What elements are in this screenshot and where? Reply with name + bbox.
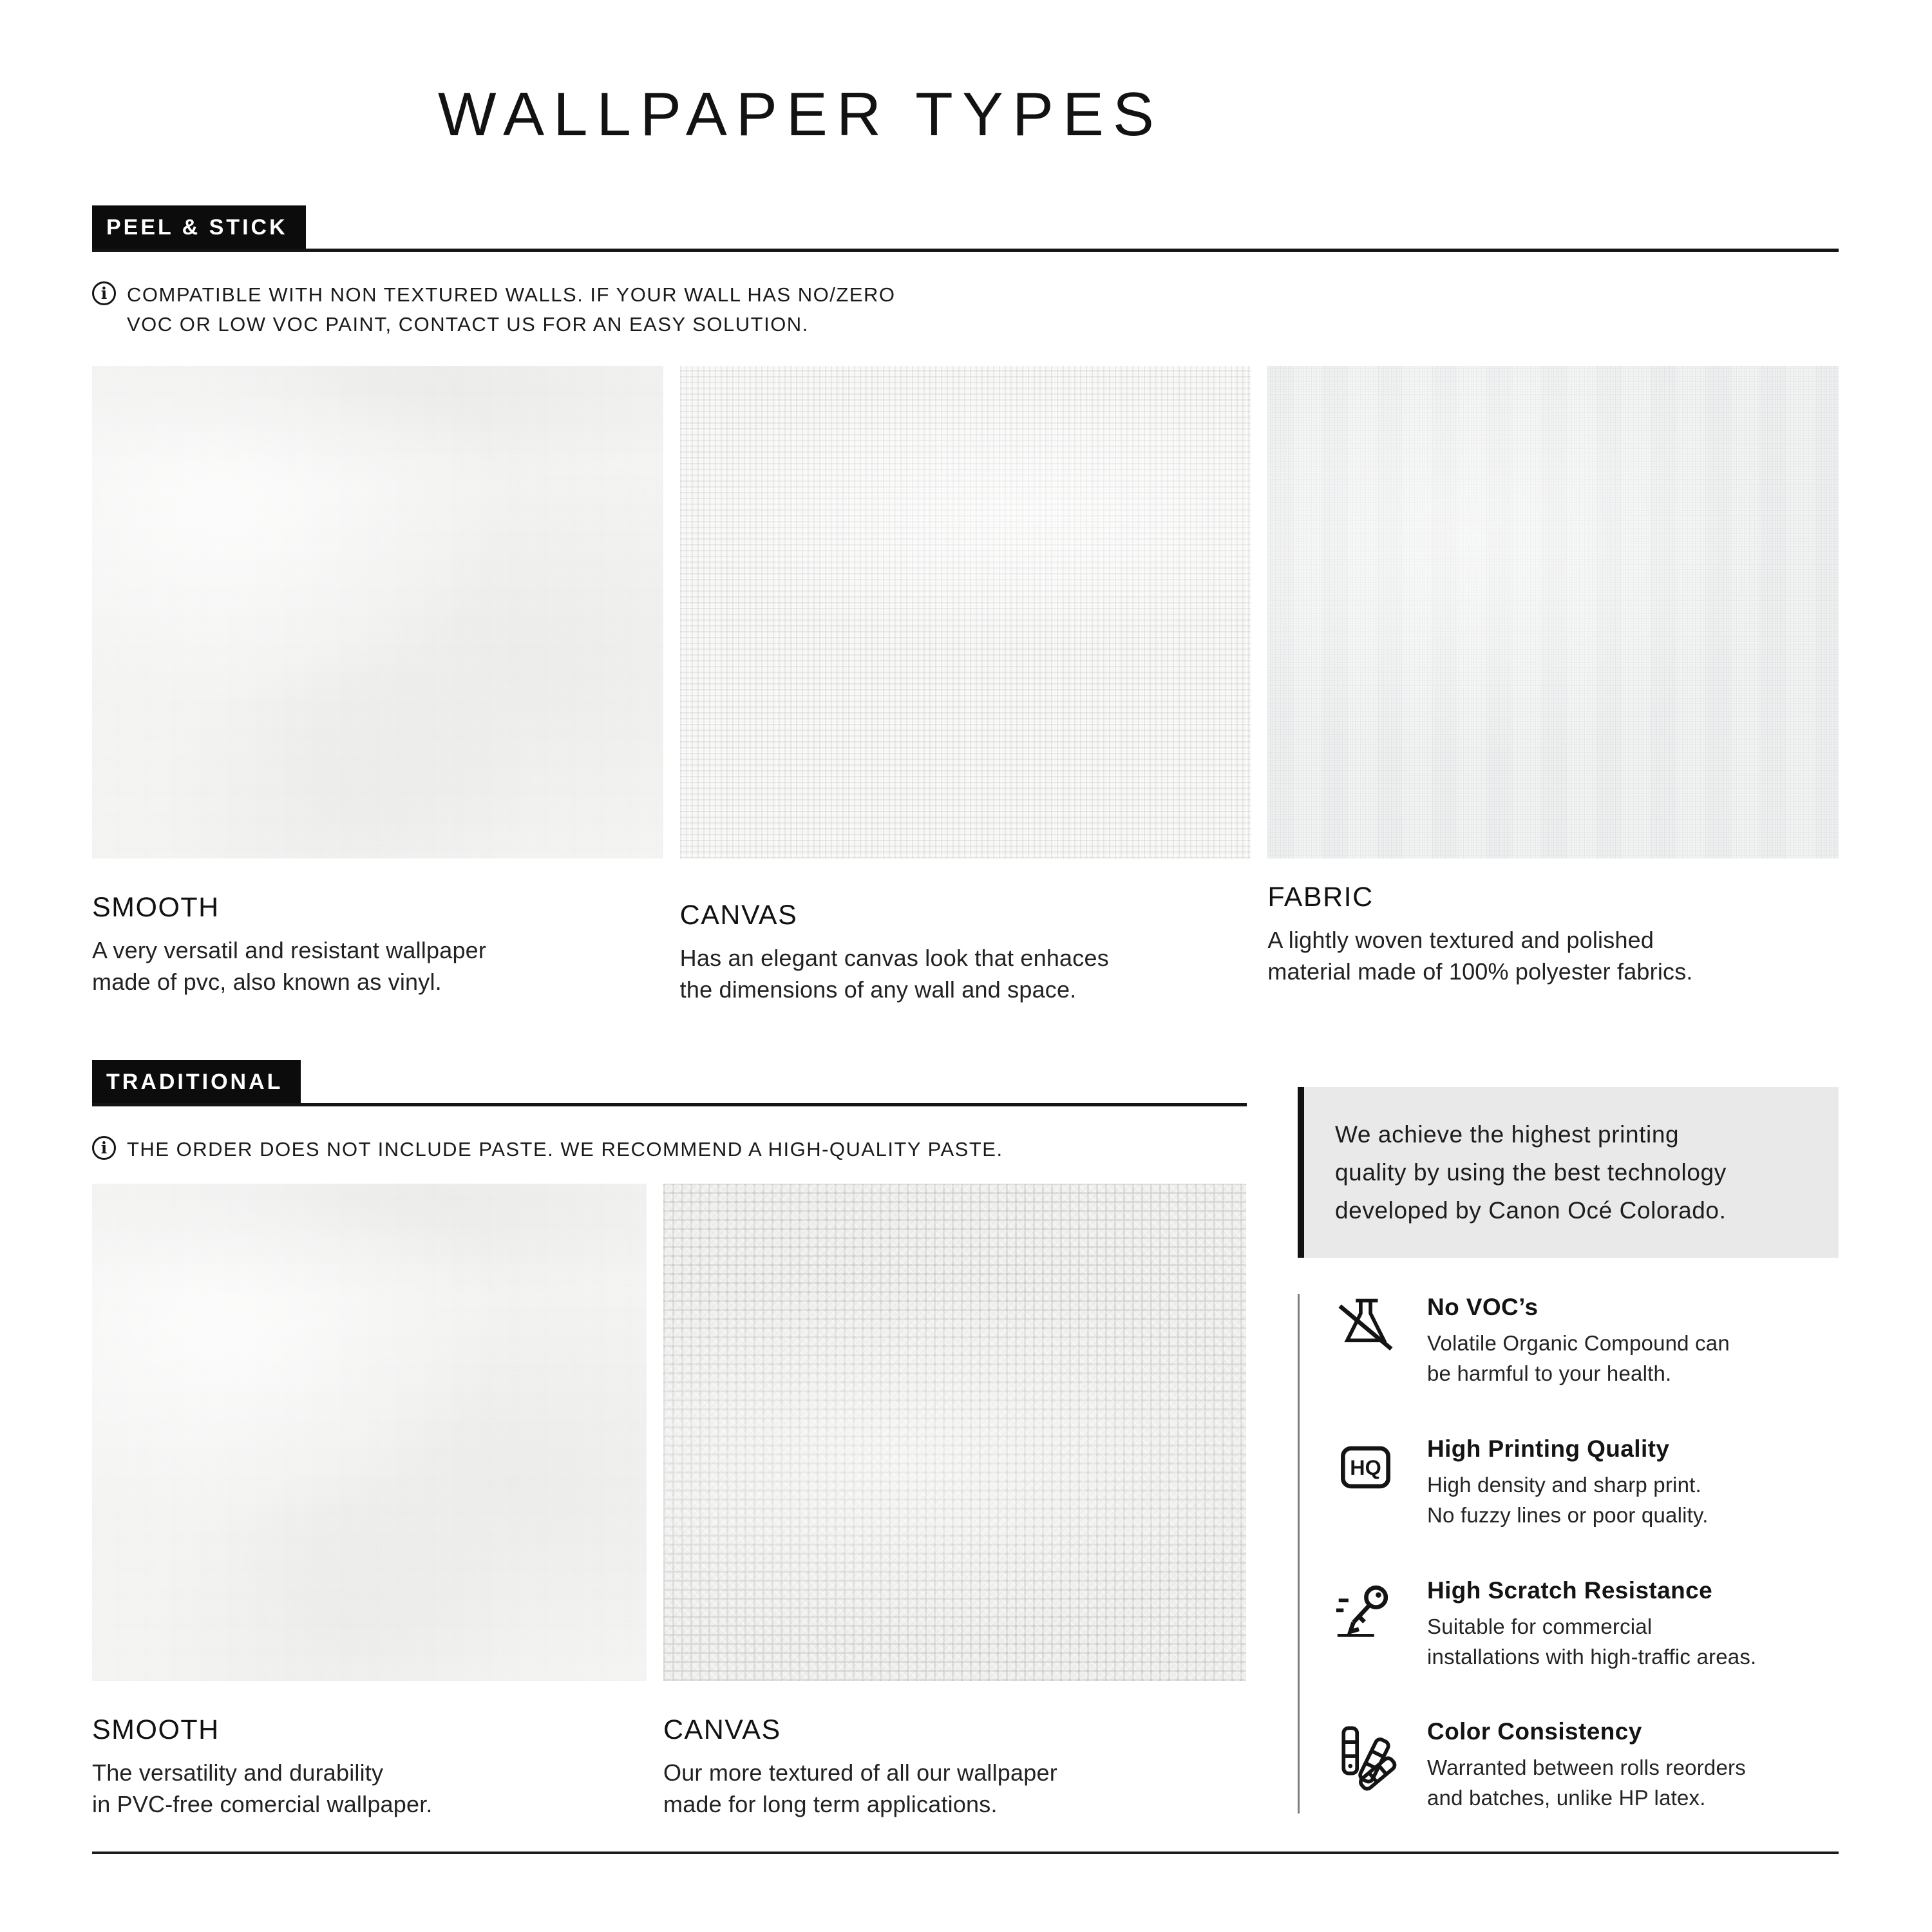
desc-line: No fuzzy lines or poor quality.	[1427, 1502, 1709, 1527]
swatch-label	[1267, 882, 1839, 988]
lower-zone	[92, 1060, 1839, 1821]
feature-title: High Printing Quality	[1427, 1435, 1670, 1462]
desc-line: the dimensions of any wall and space.	[679, 976, 1077, 1003]
swatch-label	[92, 1714, 647, 1821]
swatch-card-canvas-traditional	[663, 1184, 1246, 1821]
feature-text	[1427, 1577, 1756, 1672]
no-voc-flask-icon	[1335, 1295, 1396, 1356]
flying-key-icon	[1335, 1578, 1396, 1640]
desc-line: A very versatil and resistant wallpaper	[92, 936, 487, 963]
feature-color-consistency	[1335, 1718, 1839, 1814]
swatch-title: CANVAS	[679, 899, 798, 931]
feature-description	[1427, 1329, 1730, 1389]
callout-line: We achieve the highest printing	[1335, 1121, 1680, 1148]
hq-badge-icon	[1335, 1437, 1396, 1498]
desc-line: Has an elegant canvas look that enhaces	[679, 944, 1109, 971]
swatch-description	[92, 935, 663, 998]
feature-description	[1427, 1612, 1756, 1672]
desc-line: Suitable for commercial	[1427, 1614, 1653, 1638]
swatch-title: SMOOTH	[92, 891, 220, 923]
feature-text	[1427, 1435, 1709, 1531]
svg-text:HQ: HQ	[1350, 1455, 1381, 1479]
page-title: WALLPAPER TYPES	[438, 80, 1163, 149]
quality-sidebar	[1298, 1060, 1839, 1814]
feature-title: Color Consistency	[1427, 1718, 1642, 1745]
peel-stick-badge: PEEL & STICK	[92, 205, 306, 249]
traditional-note-text	[127, 1135, 1003, 1165]
bottom-divider	[92, 1852, 1839, 1854]
canvas-texture-sample	[680, 366, 1251, 858]
feature-text	[1427, 1294, 1730, 1389]
desc-line: Warranted between rolls reorders	[1427, 1756, 1746, 1780]
desc-line: High density and sharp print.	[1427, 1472, 1701, 1497]
smooth-texture-sample	[92, 366, 663, 858]
traditional-column	[92, 1060, 1247, 1821]
note-line: VOC OR LOW VOC PAINT, CONTACT US FOR AN EASY SOLUTION.	[127, 313, 809, 336]
desc-line: Volatile Organic Compound can	[1427, 1331, 1730, 1356]
feature-no-voc	[1335, 1294, 1839, 1389]
feature-title: No VOC’s	[1427, 1294, 1539, 1321]
printing-quality-callout	[1298, 1087, 1839, 1258]
swatch-card-canvas	[680, 366, 1251, 1006]
note-line: COMPATIBLE WITH NON TEXTURED WALLS. IF YOUR WALL HAS NO/ZERO	[127, 283, 896, 306]
color-swatches-icon	[1335, 1719, 1396, 1781]
fabric-texture-sample	[1267, 366, 1839, 858]
swatch-description	[92, 1757, 647, 1821]
swatch-card-smooth	[92, 366, 663, 1006]
callout-line: developed by Canon Océ Colorado.	[1335, 1197, 1727, 1224]
info-icon	[92, 281, 116, 305]
peel-stick-note	[92, 280, 1839, 340]
swatch-label	[680, 900, 1251, 1006]
swatch-title: CANVAS	[663, 1714, 781, 1746]
swatch-description	[1267, 925, 1839, 988]
feature-high-printing-quality	[1335, 1435, 1839, 1531]
smooth-texture-sample	[92, 1184, 647, 1681]
desc-line: A lightly woven textured and polished	[1267, 926, 1654, 953]
desc-line: made of pvc, also known as vinyl.	[92, 968, 442, 995]
swatch-title: FABRIC	[1267, 881, 1374, 913]
peel-stick-section-header	[92, 205, 1839, 252]
traditional-section-header	[92, 1060, 1247, 1106]
feature-description	[1427, 1470, 1709, 1531]
desc-line: material made of 100% polyester fabrics.	[1267, 958, 1693, 985]
info-icon	[92, 1136, 116, 1160]
swatch-label	[663, 1714, 1246, 1821]
desc-line: The versatility and durability	[92, 1759, 384, 1786]
callout-line: quality by using the best technology	[1335, 1159, 1727, 1186]
note-line: THE ORDER DOES NOT INCLUDE PASTE. WE RECOMMEND A HIGH-QUALITY PASTE.	[127, 1137, 1003, 1160]
feature-list	[1298, 1294, 1839, 1814]
peel-stick-swatch-row	[92, 366, 1839, 1006]
desc-line: and batches, unlike HP latex.	[1427, 1786, 1706, 1810]
swatch-description	[680, 943, 1251, 1006]
traditional-note	[92, 1135, 1247, 1165]
swatch-card-fabric	[1267, 366, 1839, 1006]
desc-line: made for long term applications.	[663, 1791, 998, 1818]
desc-line: in PVC-free comercial wallpaper.	[92, 1791, 433, 1818]
traditional-badge: TRADITIONAL	[92, 1060, 301, 1103]
desc-line: installations with high-traffic areas.	[1427, 1644, 1757, 1669]
traditional-swatch-row	[92, 1184, 1247, 1821]
swatch-title: SMOOTH	[92, 1714, 220, 1746]
feature-title: High Scratch Resistance	[1427, 1577, 1713, 1604]
swatch-label	[92, 892, 663, 998]
feature-description	[1427, 1753, 1746, 1814]
desc-line: Our more textured of all our wallpaper	[663, 1759, 1057, 1786]
coarse-canvas-texture-sample	[663, 1184, 1246, 1681]
feature-scratch-resistance	[1335, 1577, 1839, 1672]
swatch-card-smooth-traditional	[92, 1184, 647, 1821]
swatch-description	[663, 1757, 1246, 1821]
feature-text	[1427, 1718, 1746, 1814]
desc-line: be harmful to your health.	[1427, 1361, 1672, 1386]
peel-stick-note-text	[127, 280, 896, 340]
